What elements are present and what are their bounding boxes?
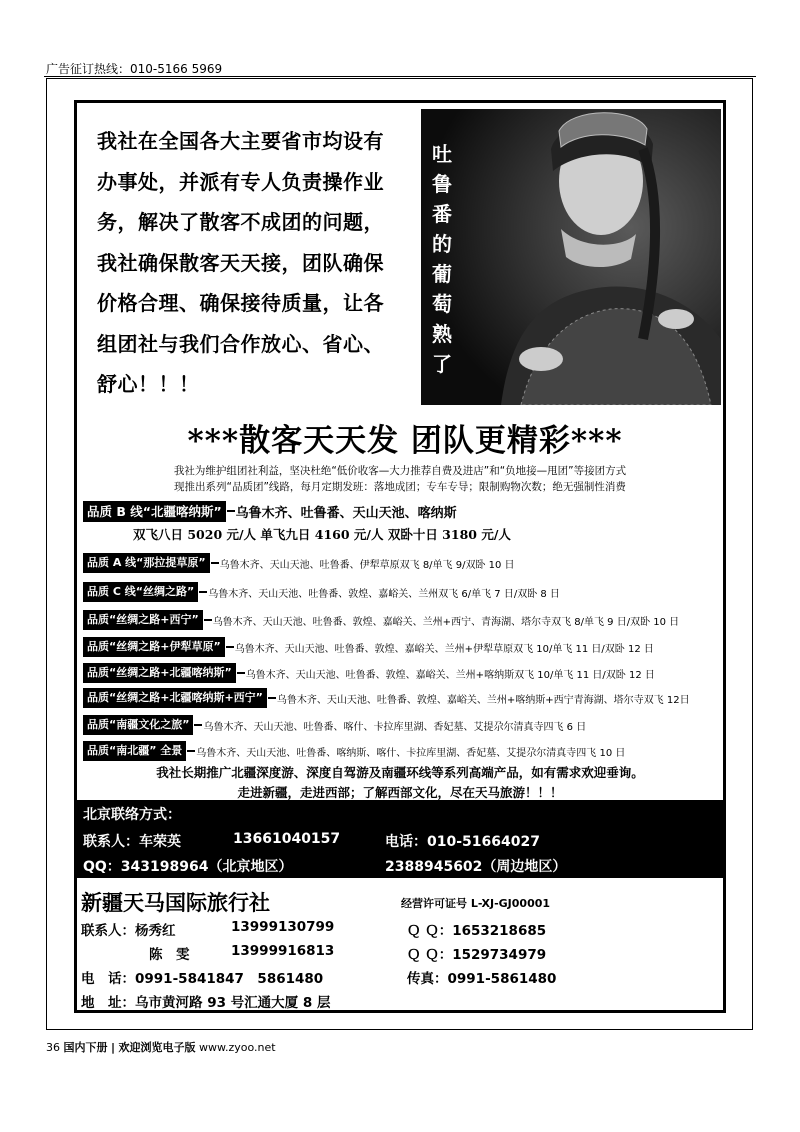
photo-illustration: [421, 109, 721, 405]
beijing-qq-local: QQ：343198964（北京地区）: [83, 859, 293, 875]
policy-text: [77, 463, 723, 495]
policy-line: 我社为维护组团社利益，坚决杜绝“低价收客—大力推荐自费及进店”和“负地接—甩团”等接团方式: [173, 465, 627, 477]
promo-line: 走进新疆，走进西部；了解西部文化，尽在天马旅游！！！: [237, 785, 563, 800]
route-connector: [204, 619, 212, 621]
beijing-qq-nearby: 2388945602（周边地区）: [385, 859, 567, 875]
footer-text: 欢迎浏览电子版: [118, 1041, 196, 1054]
policy-line: 现推出系列“品质团”线路，每月定期发班：落地成团；专车专导；限制购物次数；绝无强制性消费: [174, 481, 626, 493]
beijing-contact-person: 联系人：车荣英: [83, 834, 181, 850]
footer-url[interactable]: www.zyoo.net: [199, 1041, 276, 1054]
route-desc: 乌鲁木齐、天山天池、吐鲁番、喀什、卡拉库里湖、香妃墓、艾提尕尔清真寺四飞 6 日: [203, 721, 587, 733]
intro-line: 舒心！！！: [97, 372, 200, 396]
agency-contact-person-2: 陈 雯: [149, 947, 190, 963]
route-connector: [237, 672, 245, 674]
route-b-prices: 双飞八日 5020 元/人 单飞九日 4160 元/人 双卧十日 3180 元/人: [133, 527, 511, 542]
intro-line: 价格合理、确保接待质量，让各: [97, 291, 384, 315]
route-silk-road-kanas-xining: [83, 688, 690, 708]
intro-text: [97, 121, 407, 405]
route-desc: 乌鲁木齐、天山天池、吐鲁番、敦煌、嘉峪关、兰州双飞 6/单飞 7 日/双卧 8 日: [208, 588, 560, 600]
intro-line: 我社在全国各大主要省市均设有: [97, 129, 384, 153]
intro-line: 办事处，并派有专人负责操作业: [97, 169, 384, 194]
uyghur-girl-photo: [421, 109, 721, 405]
route-connector: [187, 750, 195, 752]
route-tag: 品质 B 线“北疆喀纳斯”: [83, 501, 226, 522]
agency-name: 新疆天马国际旅行社: [81, 891, 270, 915]
route-desc: 乌鲁木齐、天山天池、吐鲁番、敦煌、嘉峪关、兰州+喀纳斯+西宁青海湖、塔尔寺双飞 12日: [276, 694, 690, 706]
route-tag: 品质“丝绸之路+北疆喀纳斯+西宁”: [83, 688, 267, 708]
route-tag: 品质“南疆文化之旅”: [83, 715, 193, 735]
route-b-kanas: [83, 501, 457, 521]
route-north-south-xinjiang: [83, 741, 625, 761]
agency-telephone: 电 话：0991-5841847 5861480: [81, 971, 324, 987]
agency-license: 经营许可证号 L-XJ-GJ00001: [401, 897, 551, 910]
route-connector: [226, 646, 234, 648]
beijing-contact-mobile: 13661040157: [233, 831, 341, 847]
route-tag: 品质“丝绸之路+西宁”: [83, 610, 203, 630]
route-tag: 品质“南北疆” 全景: [83, 741, 186, 761]
page-footer: [46, 1039, 276, 1055]
ad-hotline: 广告征订热线：010-5166 5969: [46, 62, 223, 76]
route-connector: [227, 510, 235, 512]
agency-qq-1: Ｑ Ｑ：1653218685: [407, 923, 547, 939]
route-tag: 品质 A 线“那拉提草原”: [83, 553, 210, 573]
beijing-contact-tel: 电话：010-51664027: [385, 834, 540, 850]
beijing-contact-title: 北京联络方式：: [83, 807, 181, 823]
intro-line: 务，解决了散客不成团的问题，: [97, 210, 384, 234]
route-a-nalati: [83, 553, 515, 573]
intro-line: 我社确保散客天天接，团队确保: [97, 250, 384, 275]
route-silk-road-yili: [83, 637, 654, 657]
route-c-silk-road: [83, 582, 560, 602]
route-tag: 品质 C 线“丝绸之路”: [83, 582, 198, 602]
route-connector: [211, 562, 219, 564]
route-desc: 乌鲁木齐、天山天池、吐鲁番、敦煌、嘉峪关、兰州+西宁、青海湖、塔尔寺双飞 8/单飞 9 日/双卧 10 日: [212, 616, 680, 628]
route-connector: [194, 724, 202, 726]
agency-contact-person: 联系人：杨秀红: [81, 923, 176, 939]
slogan-headline: ***散客天天发 团队更精彩***: [187, 423, 623, 459]
footer-separator: |: [111, 1041, 116, 1054]
route-desc: 乌鲁木齐、天山天池、吐鲁番、敦煌、嘉峪关、兰州+伊犁草原双飞 10/单飞 11 日/双卧 12 日: [234, 643, 654, 655]
beijing-contact-panel: [77, 800, 723, 878]
agency-contact-mobile: 13999130799: [231, 919, 335, 935]
route-south-xinjiang-culture: [83, 715, 586, 735]
intro-line: 组团社与我们合作放心、省心、: [97, 331, 384, 356]
route-silk-road-xining: [83, 610, 679, 630]
route-desc: 乌鲁木齐、吐鲁番、天山天池、喀纳斯: [235, 505, 457, 521]
agency-address: 地 址：乌市黄河路 93 号汇通大厦 8 层: [81, 995, 331, 1011]
agency-fax: 传真：0991-5861480: [407, 971, 557, 987]
agency-qq-2: Ｑ Ｑ：1529734979: [407, 947, 547, 963]
promo-line: 我社长期推广北疆深度游、深度自驾游及南疆环线等系列高端产品，如有需求欢迎垂询。: [156, 765, 644, 780]
route-tag: 品质“丝绸之路+北疆喀纳斯”: [83, 663, 236, 683]
photo-caption: 吐 鲁 番 的 葡 萄 熟 了: [432, 142, 452, 376]
route-tag: 品质“丝绸之路+伊犁草原”: [83, 637, 225, 657]
route-connector: [199, 591, 207, 593]
route-silk-road-kanas: [83, 663, 655, 683]
route-desc: 乌鲁木齐、天山天池、吐鲁番、敦煌、嘉峪关、兰州+喀纳斯双飞 10/单飞 11 日/双卧 12 日: [245, 669, 655, 681]
agency-contact-mobile-2: 13999916813: [231, 943, 335, 959]
route-desc: 乌鲁木齐、天山天池、吐鲁番、喀纳斯、喀什、卡拉库里湖、香妃墓、艾提尕尔清真寺四飞 10 日: [196, 747, 626, 759]
header-rule: [44, 76, 756, 77]
footer-section: 国内下册: [63, 1041, 108, 1054]
route-desc: 乌鲁木齐、天山天池、吐鲁番、伊犁草原双飞 8/单飞 9/双卧 10 日: [219, 559, 515, 571]
route-connector: [268, 697, 276, 699]
travel-advertisement: [74, 100, 726, 1013]
page-number: 36: [46, 1041, 60, 1054]
